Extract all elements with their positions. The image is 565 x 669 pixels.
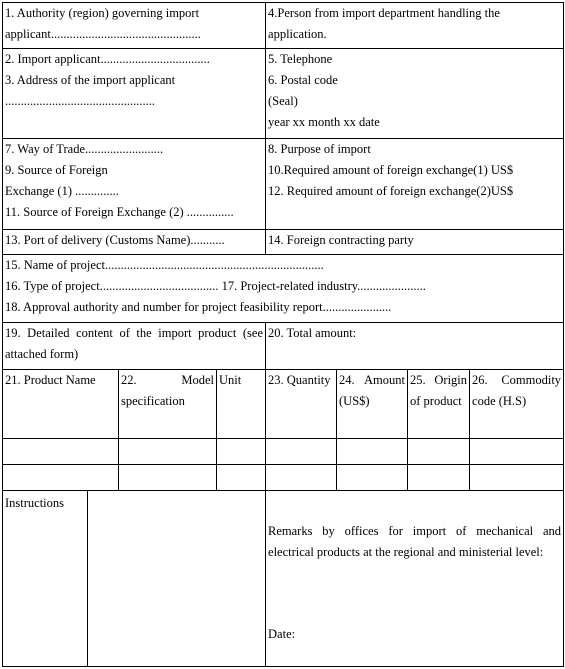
row2-unit-cell[interactable] bbox=[217, 465, 266, 491]
product-table-row-1 bbox=[3, 438, 564, 464]
source-fx-1-line-a: 9. Source of Foreign bbox=[5, 162, 108, 177]
product-name-label: 21. Product Name bbox=[5, 372, 96, 387]
authority-line-1: 1. Authority (region) governing import bbox=[5, 6, 200, 20]
authority-line-2: applicant................................................ bbox=[5, 27, 201, 41]
unit-label: Unit bbox=[219, 372, 242, 387]
section-project-row bbox=[3, 255, 564, 323]
product-table-header-row bbox=[3, 369, 564, 438]
section-applicant-row bbox=[3, 49, 564, 138]
import-applicant-line: 2. Import applicant................................... bbox=[5, 52, 210, 67]
postal-code-line: 6. Postal code bbox=[268, 73, 338, 88]
row2-amount-cell[interactable] bbox=[337, 465, 408, 491]
remarks-text: Remarks by offices for import of mechanical and electrical products at the regional and ministerial level: bbox=[268, 524, 562, 560]
source-fx-2-line: 11. Source of Foreign Exchange (2) ............... bbox=[5, 204, 234, 219]
row1-product-name-cell[interactable] bbox=[3, 438, 119, 464]
applicant-cell bbox=[3, 49, 266, 138]
col-header-origin bbox=[408, 369, 470, 438]
model-specification-label: 22. Model specification bbox=[121, 372, 214, 408]
row1-commodity-code-cell[interactable] bbox=[470, 438, 564, 464]
row2-model-cell[interactable] bbox=[119, 465, 217, 491]
section-authority-row bbox=[3, 3, 564, 49]
remarks-date-label: Date: bbox=[268, 627, 296, 642]
required-fx-2-line: 12. Required amount of foreign exchange(2)US$ bbox=[268, 183, 514, 198]
purpose-cell bbox=[266, 138, 564, 229]
address-label-line: 3. Address of the import applicant bbox=[5, 73, 176, 88]
detailed-content-text: 19. Detailed content of the import product (see attached form) bbox=[5, 326, 264, 362]
row2-origin-cell[interactable] bbox=[408, 465, 470, 491]
contact-cell bbox=[266, 49, 564, 138]
remarks-cell bbox=[266, 491, 564, 667]
quantity-label: 23. Quantity bbox=[268, 372, 331, 387]
instructions-label: Instructions bbox=[5, 496, 65, 511]
port-cell bbox=[3, 230, 266, 255]
row2-commodity-code-cell[interactable] bbox=[470, 465, 564, 491]
row1-model-cell[interactable] bbox=[119, 438, 217, 464]
party-cell bbox=[266, 230, 564, 255]
telephone-line: 5. Telephone bbox=[268, 52, 333, 67]
row2-quantity-cell[interactable] bbox=[266, 465, 337, 491]
col-header-commodity-code bbox=[470, 369, 564, 438]
row1-quantity-cell[interactable] bbox=[266, 438, 337, 464]
col-header-unit bbox=[217, 369, 266, 438]
origin-label: 25. Origin of product bbox=[410, 372, 468, 408]
purpose-line: 8. Purpose of import bbox=[268, 141, 371, 156]
amount-label: 24. Amount (US$) bbox=[339, 372, 406, 408]
project-cell bbox=[3, 255, 564, 323]
row1-unit-cell[interactable] bbox=[217, 438, 266, 464]
product-table-row-2 bbox=[3, 465, 564, 491]
address-dots-line: ................................................ bbox=[5, 94, 155, 109]
total-amount-cell bbox=[266, 323, 564, 369]
instructions-label-cell bbox=[3, 491, 88, 667]
project-type-line: 16. Type of project...................................... 17. Project-related industry...................... bbox=[5, 279, 426, 294]
person-line-1: 4.Person from import department handling the bbox=[268, 6, 500, 20]
approval-authority-line: 18. Approval authority and number for project feasibility report...................... bbox=[5, 300, 392, 315]
section-content-row bbox=[3, 323, 564, 369]
col-header-model bbox=[119, 369, 217, 438]
section-remarks-row bbox=[3, 491, 564, 667]
seal-line: (Seal) bbox=[268, 94, 298, 109]
section-port-row bbox=[3, 230, 564, 255]
row1-amount-cell[interactable] bbox=[337, 438, 408, 464]
import-application-form bbox=[2, 2, 564, 667]
source-fx-1-line-b: Exchange (1) .............. bbox=[5, 183, 119, 198]
commodity-code-label: 26. Commodity code (H.S) bbox=[472, 372, 562, 408]
detailed-content-cell bbox=[3, 323, 266, 369]
project-name-line: 15. Name of project...................................................................... bbox=[5, 258, 324, 273]
way-of-trade-line: 7. Way of Trade......................... bbox=[5, 141, 164, 156]
total-amount-label: 20. Total amount: bbox=[268, 326, 357, 341]
person-line-2: application. bbox=[268, 27, 327, 41]
authority-cell bbox=[3, 3, 266, 49]
col-header-quantity bbox=[266, 369, 337, 438]
date-line: year xx month xx date bbox=[268, 115, 380, 130]
col-header-product-name bbox=[3, 369, 119, 438]
foreign-contracting-party: 14. Foreign contracting party bbox=[268, 233, 414, 247]
person-cell bbox=[266, 3, 564, 49]
remarks-top-spacer bbox=[268, 491, 561, 521]
required-fx-1-line: 10.Required amount of foreign exchange(1) US$ bbox=[268, 162, 514, 177]
row2-product-name-cell[interactable] bbox=[3, 465, 119, 491]
col-header-amount bbox=[337, 369, 408, 438]
row1-origin-cell[interactable] bbox=[408, 438, 470, 464]
trade-cell bbox=[3, 138, 266, 229]
port-of-delivery: 13. Port of delivery (Customs Name)........... bbox=[5, 233, 225, 247]
instructions-content-cell[interactable] bbox=[88, 491, 266, 667]
section-trade-row bbox=[3, 138, 564, 229]
